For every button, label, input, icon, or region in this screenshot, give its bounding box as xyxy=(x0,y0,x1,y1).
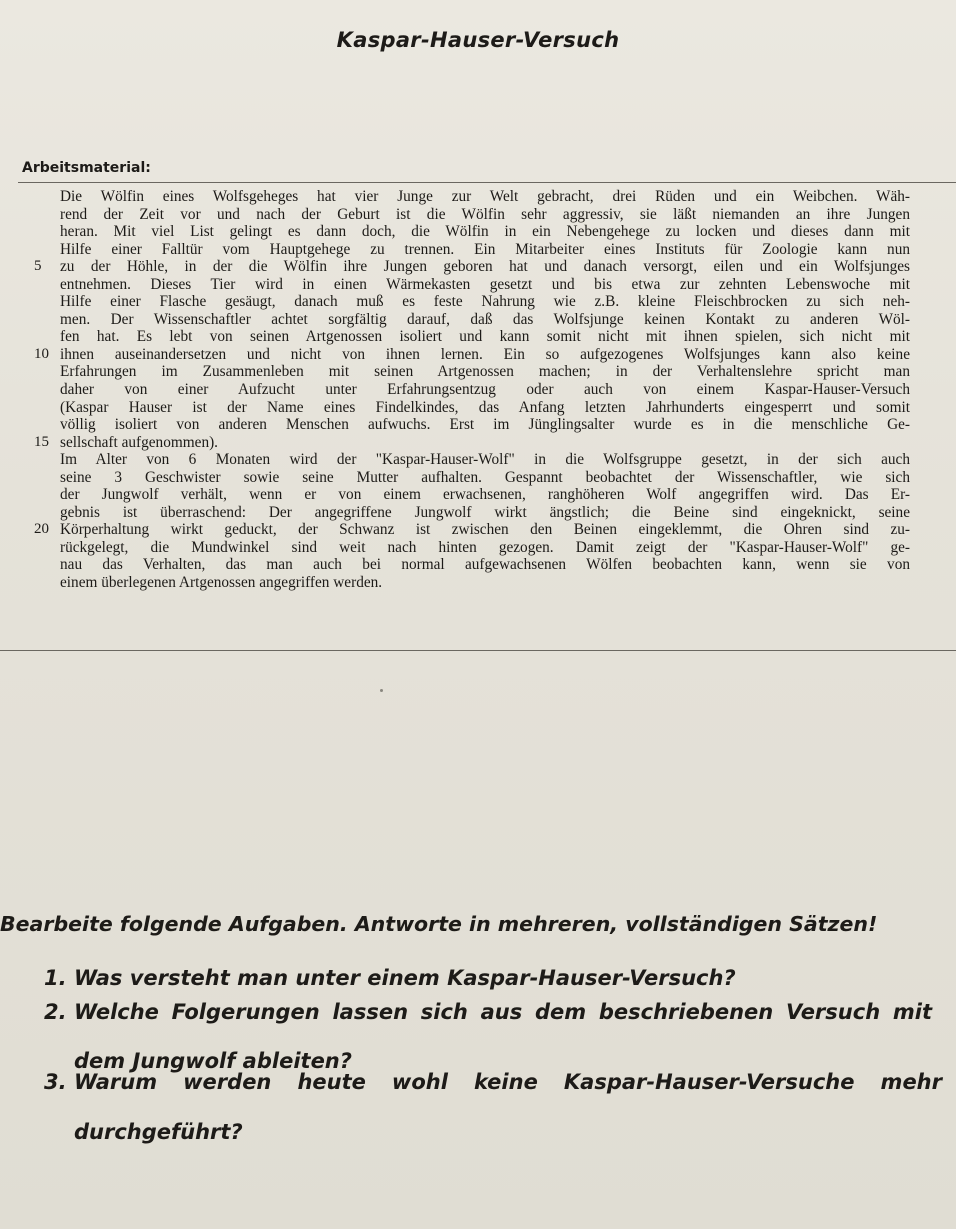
text-line: gebnis ist überraschend: Der angegriffene Jungwolf wirkt ängstlich; die Beine sind eingeknickt, seine xyxy=(60,503,910,521)
text-line: nau das Verhalten, das man auch bei normal aufgewachsenen Wölfen beobachten kann, wenn sie von xyxy=(60,556,910,574)
text-line: Hilfe einer Flasche gesäugt, danach muß es feste Nahrung wie z.B. kleine Fleischbrocken zu sich neh- xyxy=(60,293,910,311)
text-line: seine 3 Geschwister sowie seine Mutter aufhalten. Gespannt beobachtet der Wissenschaftler, wie sich xyxy=(60,468,910,486)
text-line: rend der Zeit vor und nach der Geburt ist die Wölfin sehr aggressiv, sie läßt niemanden an ihre Jungen xyxy=(60,205,910,223)
text-line: einem überlegenen Artgenossen angegriffen werden. xyxy=(60,574,383,592)
task-number: 3. xyxy=(44,1070,67,1094)
tasks-heading: Bearbeite folgende Aufgaben. Antworte in mehreren, vollständigen Sätzen! xyxy=(0,912,878,936)
line-number: 20 xyxy=(34,521,49,538)
line-number: 5 xyxy=(34,258,42,275)
reading-text xyxy=(34,188,910,592)
text-line: fen hat. Es lebt von seinen Artgenossen isoliert und kann somit nicht mit ihnen spielen, sich nicht mit xyxy=(60,328,910,346)
line-number: 10 xyxy=(34,345,49,362)
task-number: 1. xyxy=(44,966,67,990)
text-line: der Jungwolf verhält, wenn er von einem erwachsenen, ranghöheren Wolf angegriffen wird. Das Er- xyxy=(60,486,910,504)
line-number: 15 xyxy=(34,433,49,450)
text-line: (Kaspar Hauser ist der Name eines Findelkindes, das Anfang letzten Jahrhunderts eingesperrt und somit xyxy=(60,398,910,416)
page-title: Kaspar-Hauser-Versuch xyxy=(336,28,620,52)
task-text: Welche Folgerungen lassen sich aus dem beschriebenen Versuch mit xyxy=(74,1000,932,1024)
task-text: Was versteht man unter einem Kaspar-Hauser-Versuch? xyxy=(74,966,736,990)
text-line: ihnen auseinandersetzen und nicht von ihnen lernen. Ein so aufgezogenes Wolfsjunges kann also keine xyxy=(60,345,910,363)
task-3 xyxy=(44,1070,942,1094)
text-line: Die Wölfin eines Wolfsgeheges hat vier Junge zur Welt gebracht, drei Rüden und ein Weibchen. Wäh- xyxy=(60,188,910,205)
task-text: Warum werden heute wohl keine Kaspar-Hauser-Versuche mehr xyxy=(74,1070,942,1094)
text-line: Körperhaltung wirkt geduckt, der Schwanz ist zwischen den Beinen eingeklemmt, die Ohren sind zu- xyxy=(60,521,910,539)
task-number: 2. xyxy=(44,1000,67,1024)
text-line: Hilfe einer Falltür vom Hauptgehege zu trennen. Ein Mitarbeiter eines Instituts für Zoologie kann nun xyxy=(60,240,910,258)
top-divider xyxy=(18,182,956,183)
task-3-continuation: durchgeführt? xyxy=(74,1120,243,1144)
text-line: zu der Höhle, in der die Wölfin ihre Jungen geboren hat und danach versorgt, eilen und ein Wolfsjunges xyxy=(60,258,910,276)
task-2 xyxy=(44,1000,932,1024)
text-line: daher von einer Aufzucht unter Erfahrungsentzug oder auch von einem Kaspar-Hauser-Versuch xyxy=(60,381,910,399)
text-line: Erfahrungen im Zusammenleben mit seinen Artgenossen machen; in der Verhaltenslehre spricht man xyxy=(60,363,910,381)
material-label: Arbeitsmaterial: xyxy=(22,160,151,176)
text-line: entnehmen. Dieses Tier wird in einen Wärmekasten gesetzt und bis etwa zur zehnten Lebenswoche mit xyxy=(60,275,910,293)
text-line: völlig isoliert von anderen Menschen aufwuchs. Erst im Jünglingsalter wurde es in die menschliche Ge- xyxy=(60,416,910,434)
task-1 xyxy=(44,966,736,990)
text-line: Im Alter von 6 Monaten wird der "Kaspar-Hauser-Wolf" in die Wolfsgruppe gesetzt, in der sich auch xyxy=(60,451,910,469)
text-line: sellschaft aufgenommen). xyxy=(60,433,219,451)
text-line: men. Der Wissenschaftler achtet sorgfältig darauf, daß das Wolfsjunge keinen Kontakt zu anderen Wöl- xyxy=(60,310,910,328)
paper-speck xyxy=(380,689,383,692)
bottom-divider xyxy=(0,650,956,651)
task-2-continuation: dem Jungwolf ableiten? xyxy=(74,1049,352,1073)
text-line: rückgelegt, die Mundwinkel sind weit nach hinten gezogen. Damit zeigt der "Kaspar-Hauser-Wolf" ge- xyxy=(60,538,910,556)
text-line: heran. Mit viel List gelingt es dann doch, die Wölfin in ein Nebengehege zu locken und dieses dann mit xyxy=(60,223,910,241)
